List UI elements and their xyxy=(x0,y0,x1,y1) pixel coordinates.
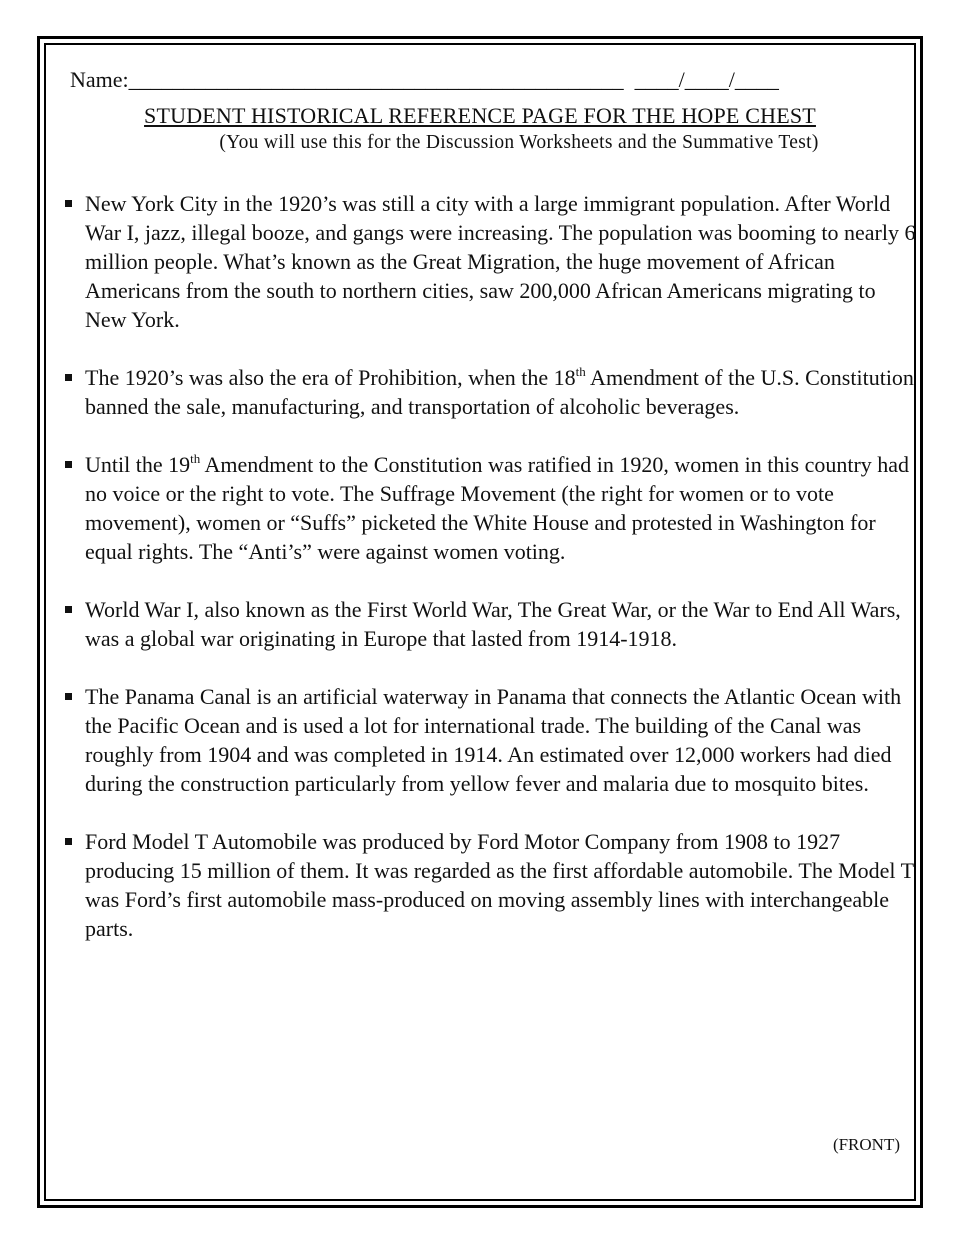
bullet-text-end: Amendment of the U.S. Constitution banned the sale, manufacturing, and transportation of alcoholic beverages. xyxy=(85,365,914,419)
bullet-prohibition xyxy=(62,363,918,421)
page-subtitle: (You will use this for the Discussion Worksheets and the Summative Test) xyxy=(219,132,819,153)
name-date-line[interactable]: Name:_____________________________________________ ____/____/____ xyxy=(70,67,779,92)
bullet-text: New York City in the 1920’s was still a city with a large immigrant population. After World War I, jazz, illegal booze, and gangs were increasing. The population was booming to nearly 6 million people. What’s known as the Great Migration, the huge movement of African Americans from the south to northern cities, saw 200,000 African Americans migrating to New York. xyxy=(85,191,916,332)
bullet-suffrage xyxy=(62,450,918,566)
page-title: STUDENT HISTORICAL REFERENCE PAGE FOR THE HOPE CHEST xyxy=(144,103,816,128)
square-bullet-icon xyxy=(65,693,72,700)
bullet-nyc-1920s xyxy=(62,189,918,334)
ordinal-suffix: th xyxy=(190,451,201,466)
bullet-ford-model-t xyxy=(62,827,918,943)
ordinal-suffix: th xyxy=(575,364,586,379)
square-bullet-icon xyxy=(65,374,72,381)
bullet-text: The Panama Canal is an artificial waterway in Panama that connects the Atlantic Ocean with the Pacific Ocean and is used a lot for international trade. The building of the Canal was roughly from 1904 and was completed in 1914. An estimated over 12,000 workers had died during the construction particularly from yellow fever and malaria due to mosquito bites. xyxy=(85,684,902,796)
page-border-inner xyxy=(44,43,916,1201)
square-bullet-icon xyxy=(65,606,72,613)
bullet-text-start: The 1920’s was also the era of Prohibition, when the 18 xyxy=(85,365,576,390)
square-bullet-icon xyxy=(65,838,72,845)
square-bullet-icon xyxy=(65,200,72,207)
reference-bullet-list xyxy=(62,189,918,943)
bullet-text-end: Amendment to the Constitution was ratified in 1920, women in this country had no voice or the right to vote. The Suffrage Movement (the right for women or to vote movement), women or “Suffs” picketed the White House and protested in Washington for equal rights. The “Anti’s” were against women voting. xyxy=(85,452,910,564)
bullet-panama-canal xyxy=(62,682,918,798)
bullet-world-war-i xyxy=(62,595,918,653)
bullet-text: Ford Model T Automobile was produced by Ford Motor Company from 1908 to 1927 producing 15 million of them. It was regarded as the first affordable automobile. The Model T was Ford’s first automobile mass-produced on moving assembly lines with interchangeable parts. xyxy=(85,829,914,941)
bullet-text-start: Until the 19 xyxy=(85,452,191,477)
page-border-outer xyxy=(37,36,923,1208)
page-side-label: (FRONT) xyxy=(832,1135,900,1154)
bullet-text: World War I, also known as the First World War, The Great War, or the War to End All Wars, was a global war originating in Europe that lasted from 1914-1918. xyxy=(85,597,901,651)
square-bullet-icon xyxy=(65,461,72,468)
